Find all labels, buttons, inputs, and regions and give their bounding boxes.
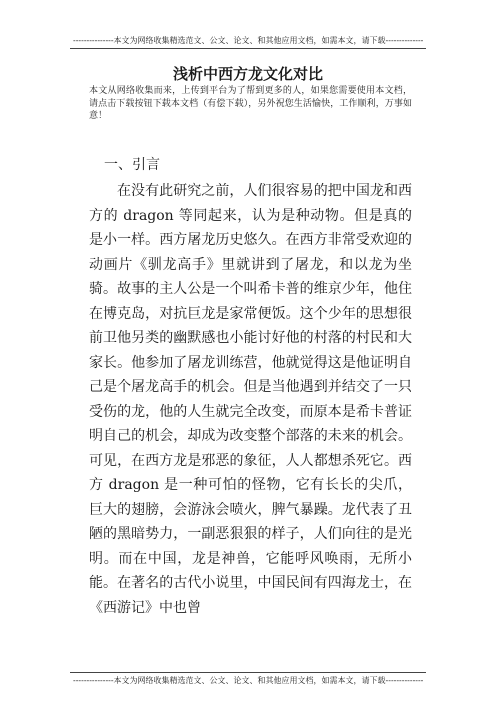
section-heading: 一、引言 — [104, 157, 160, 173]
document-title: 浅析中西方龙文化对比 — [172, 65, 323, 83]
page-header: ---------------本文为网络收集精选范文、公文、论文、和其他应用文档，如需本文，请下载-------------- — [73, 36, 424, 45]
body-paragraph: 在没有此研究之前，人们很容易的把中国龙和西方的 dragon 等同起来，认为是种动物。但是真的是小一样。西方屠龙历史悠久。在西方非常受欢迎的动画片《驯龙高手》里就讲到了屠龙，和以龙为坐骑。故事的主人公是一个叫希卡普的维京少年，他住在博克岛，对抗巨龙是家常便饭。这个少年的思想很前卫他另类的幽默感也小能讨好他的村落的村民和大家长。他参加了屠龙训练营，他就觉得这是他证明自己是个屠龙高手的机会。但是当他遇到并结交了一只受伤的龙，他的人生就完全改变，而原本是希卡普证明自己的机会，却成为改变整个部落的未来的机会。可见，在西方龙是邪恶的象征，人人都想杀死它。西方 dragon 是一种可怕的怪物，它有长长的尖爪，巨大的翅膀，会游泳会喷火，脾气暴躁。龙代表了丑陋的黑暗势力，一副恶狠狠的样子，人们向往的是光明。而在中国，龙是神兽，它能呼风唤雨，无所小能。在著名的古代小说里，中国民间有四海龙士，在《西游记》中也曾 — [89, 183, 412, 616]
page-footer: ---------------本文为网络收集精选范文、公文、论文、和其他应用文档，如需本文，请下载-------------- — [73, 676, 424, 685]
footer-divider — [70, 672, 426, 673]
download-notice: 本文从网络收集而来，上传到平台为了帮到更多的人，如果您需要使用本文档，请点击下载按钮下载本文档（有偿下载），另外祝您生活愉快，工作顺利，万事如意！ — [89, 86, 412, 121]
header-divider — [70, 48, 426, 49]
